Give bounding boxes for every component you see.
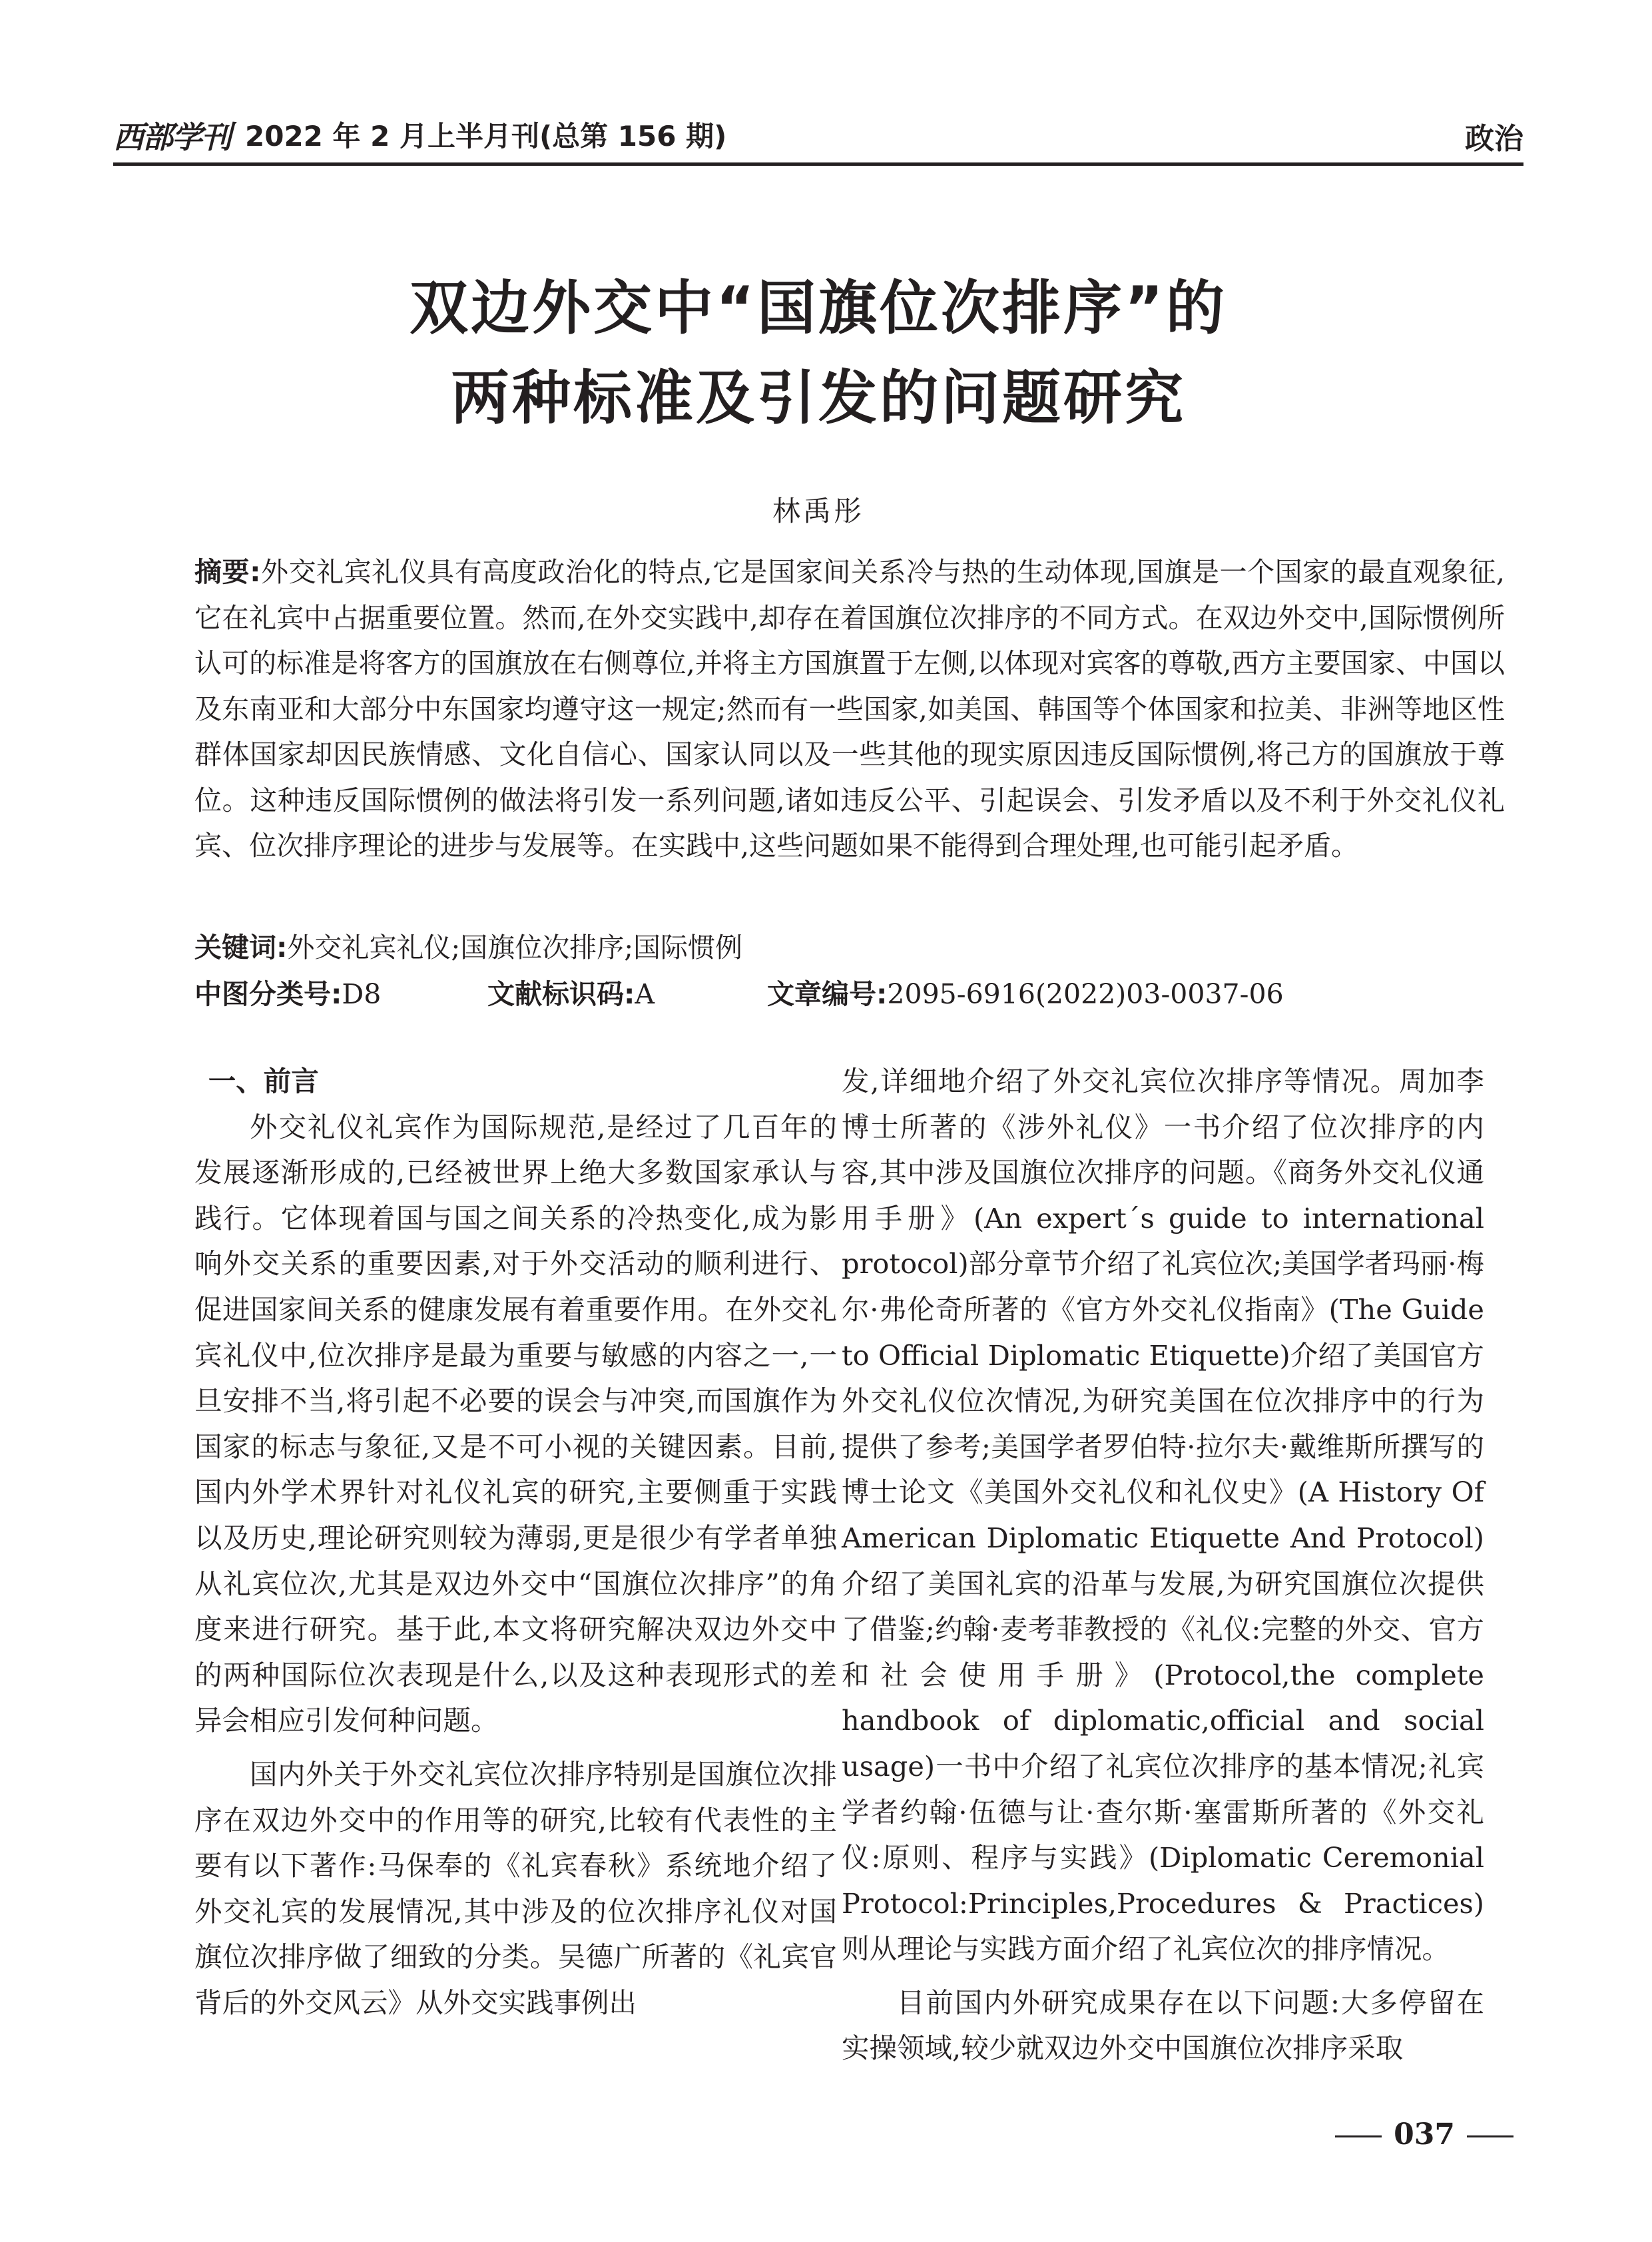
journal-logo: 西部学刊 (113, 119, 230, 155)
title-line-2: 两种标准及引发的问题研究 (450, 364, 1186, 432)
paragraph: 发,详细地介绍了外交礼宾位次排序等情况。周加李博士所著的《涉外礼仪》一书介绍了位次排序的内容,其中涉及国旗位次排序的问题。《商务外交礼仪通用手册》(An expert´s guide to international protocol)部分章节介绍了礼宾位次;美国学者玛丽·梅尔·弗伦奇所著的《官方外交礼仪指南》(The Guide to Official Diplomatic Etiquette)介绍了美国官方外交礼仪位次情况,为研究美国在位次排序中的行为提供了参考;美国学者罗伯特·拉尔夫·戴维斯所撰写的博士论文《美国外交礼仪和礼仪史》(A History Of American Diplomatic Etiquette And Protocol)介绍了美国礼宾的沿革与发展,为研究国旗位次提供了借鉴;约翰·麦考菲教授的《礼仪:完整的外交、官方和社会使用手册》(Protocol,the complete handbook of diplomatic,official and social usage)一书中介绍了礼宾位次排序的基本情况;礼宾学者约翰·伍德与让·查尔斯·塞雷斯所著的《外交礼仪:原则、程序与实践》(Diplomatic Ceremonial Protocol:Principles,Procedures & Practices)则从理论与实践方面介绍了礼宾位次的排序情况。 (842, 1065, 1484, 1966)
classification-line (194, 972, 1505, 1012)
header-rule (113, 162, 1523, 166)
paragraph: 国内外关于外交礼宾位次排序特别是国旗位次排序在双边外交中的作用等的研究,比较有代表性的主要有以下著作:马保奉的《礼宾春秋》系统地介绍了外交礼宾的发展情况,其中涉及的位次排序礼仪对国旗位次排序做了细致的分类。吴德广所著的《礼宾官背后的外交风云》从外交实践事例出 (194, 1757, 837, 2019)
body-column-right (842, 1059, 1484, 2072)
abstract-text: 外交礼宾礼仪具有高度政治化的特点,它是国家间关系冷与热的生动体现,国旗是一个国家的最直观象征,它在礼宾中占据重要位置。然而,在外交实践中,却存在着国旗位次排序的不同方式。在双边外交中,国际惯例所认可的标准是将客方的国旗放在右侧尊位,并将主方国旗置于左侧,以体现对宾客的尊敬,西方主要国家、中国以及东南亚和大部分中东国家均遵守这一规定;然而有一些国家,如美国、韩国等个体国家和拉美、非洲等地区性群体国家却因民族情感、文化自信心、国家认同以及一些其他的现实原因违反国际惯例,将己方的国旗放于尊位。这种违反国际惯例的做法将引发一系列问题,诸如违反公平、引起误会、引发矛盾以及不利于外交礼仪礼宾、位次排序理论的进步与发展等。在实践中,这些问题如果不能得到合理处理,也可能引起矛盾。 (194, 556, 1505, 862)
title-line-1: 双边外交中“国旗位次排序”的 (410, 274, 1227, 342)
document-code: 文献标识码:A (487, 978, 655, 1010)
body-column-left (194, 1059, 837, 2026)
keywords (194, 926, 742, 965)
section-heading: 一、前言 (208, 1065, 319, 1097)
section-tag: 政治 (1465, 122, 1523, 156)
issue-info: 2022 年 2 月上半月刊(总第 156 期) (245, 120, 727, 152)
abstract (194, 549, 1505, 869)
author: 林禹彤 (772, 495, 864, 527)
paragraph: 目前国内外研究成果存在以下问题:大多停留在实操领域,较少就双边外交中国旗位次排序采取 (842, 1986, 1484, 2065)
clc-number: 中图分类号:D8 (194, 978, 382, 1010)
running-header (113, 112, 1523, 158)
abstract-label: 摘要: (194, 556, 261, 588)
keywords-text: 外交礼宾礼仪;国旗位次排序;国际惯例 (287, 932, 743, 964)
page-number: 037 (1323, 2117, 1525, 2151)
dash-right (1467, 2135, 1514, 2137)
article-title (113, 263, 1523, 443)
keywords-label: 关键词: (194, 932, 288, 964)
paragraph: 外交礼仪礼宾作为国际规范,是经过了几百年的发展逐渐形成的,已经被世界上绝大多数国家承认与践行。它体现着国与国之间关系的冷热变化,成为影响外交关系的重要因素,对于外交活动的顺利进行、促进国家间关系的健康发展有着重要作用。在外交礼宾礼仪中,位次排序是最为重要与敏感的内容之一,一旦安排不当,将引起不必要的误会与冲突,而国旗作为国家的标志与象征,又是不可小视的关键因素。目前,国内外学术界针对礼仪礼宾的研究,主要侧重于实践以及历史,理论研究则较为薄弱,更是很少有学者单独从礼宾位次,尤其是双边外交中“国旗位次排序”的角度来进行研究。基于此,本文将研究解决双边外交中的两种国际位次表现是什么,以及这种表现形式的差异会相应引发何种问题。 (194, 1110, 837, 1737)
dash-left (1335, 2135, 1382, 2137)
article-number: 文章编号:2095-6916(2022)03-0037-06 (767, 978, 1284, 1010)
